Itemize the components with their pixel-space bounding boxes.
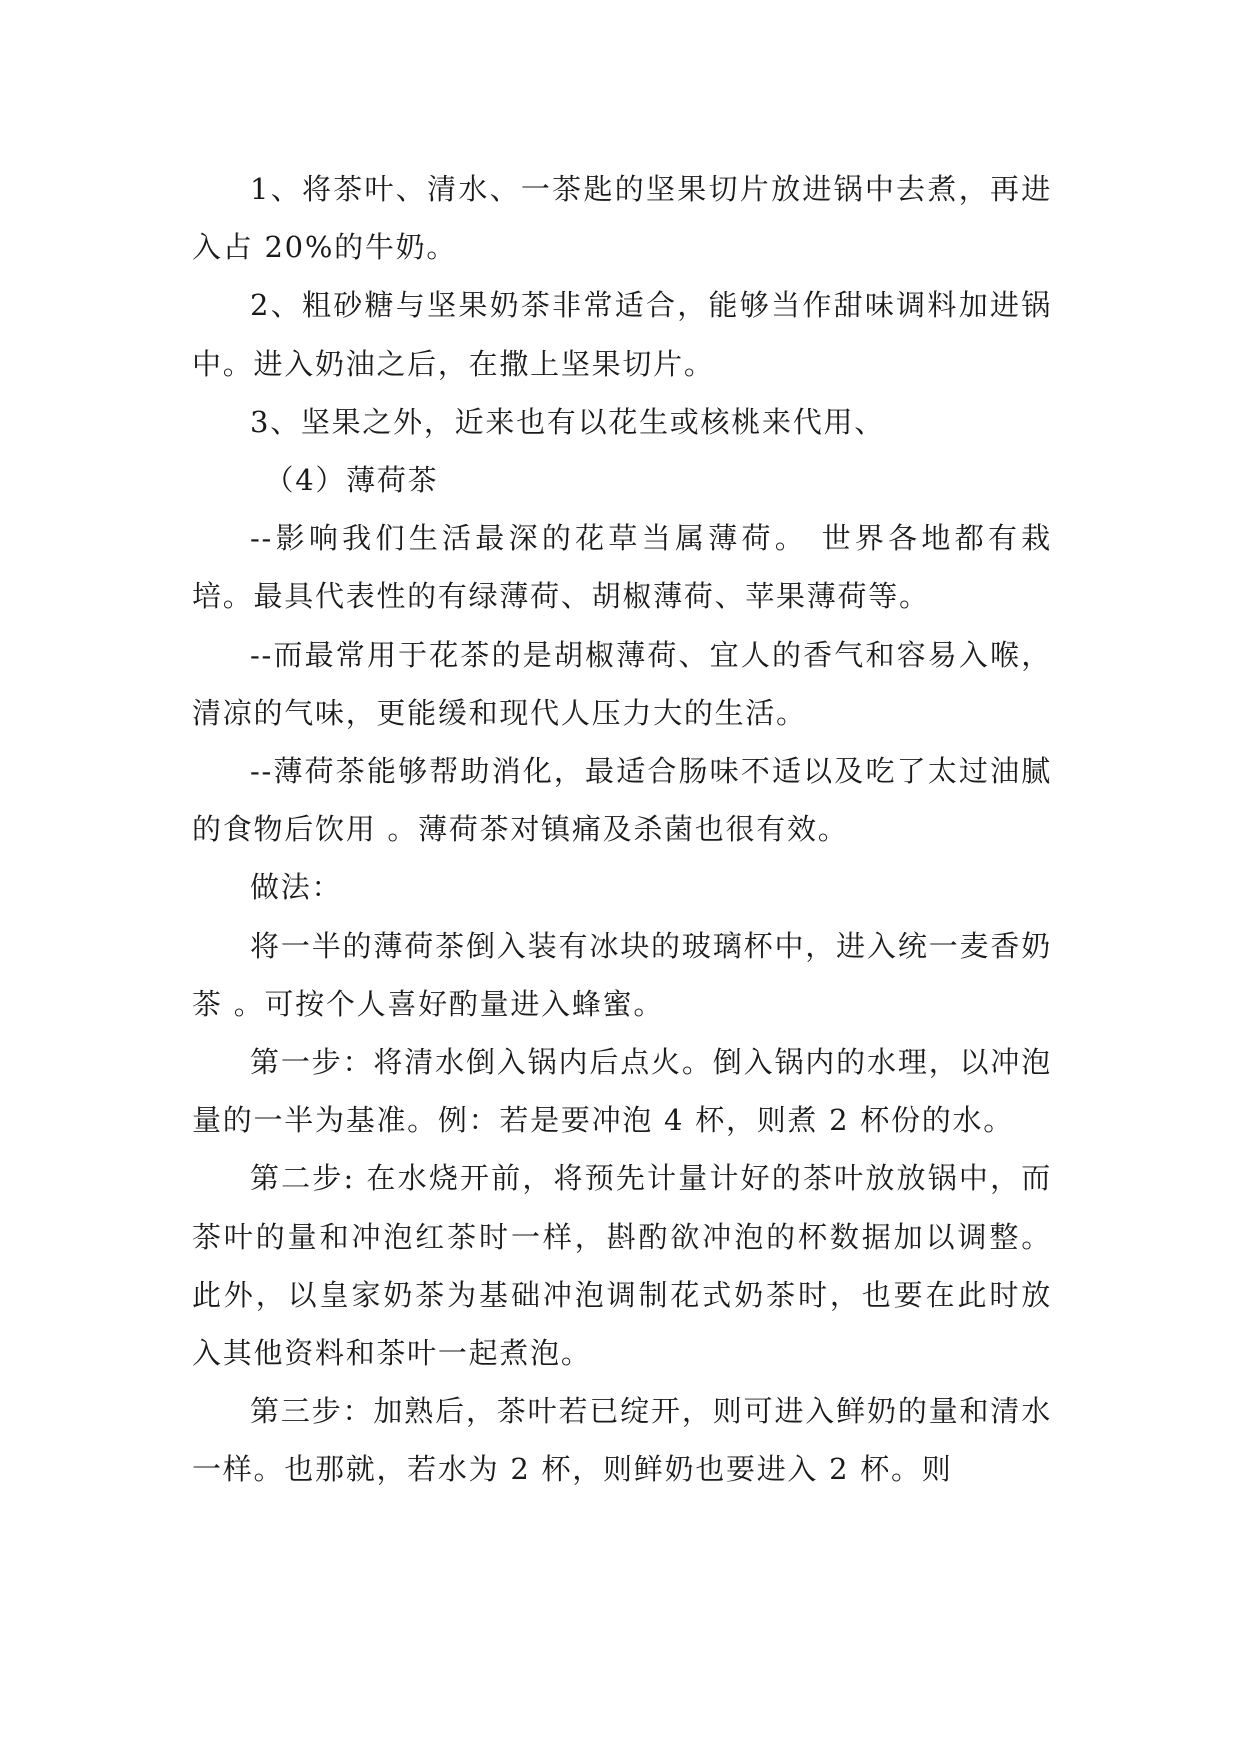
- section-heading-mint-tea: （4）薄荷茶: [264, 463, 439, 498]
- method-label: 做法：: [250, 870, 343, 905]
- paragraph-method: 将一半的薄荷茶倒入装有冰块的玻璃杯中，进入统一麦香奶茶 。可按个人喜好酌量进入蜂蜜。: [192, 928, 1052, 1021]
- paragraph-second-step: 第二步: 在水烧开前，将预先计量计好的茶叶放放锅中，而茶叶的量和冲泡红茶时一样，斟酌欲冲泡的杯数据加以调整。 此外，以皇家奶茶为基础冲泡调制花式奶茶时，也要在此时放入其他资料和茶叶一起煮泡。: [192, 1161, 1052, 1371]
- paragraph-third-step: 第三步：加熟后，茶叶若已绽开，则可进入鲜奶的量和清水一样。也那就，若水为 2 杯，则鲜奶也要进入 2 杯。则: [192, 1394, 1052, 1487]
- paragraph-first-step: 第一步：将清水倒入锅内后点火。倒入锅内的水理，以冲泡量的一半为基准。例：若是要冲泡 4 杯，则煮 2 杯份的水。: [192, 1045, 1052, 1138]
- paragraph-step-3: 3、坚果之外，近来也有以花生或核桃来代用、: [250, 404, 885, 439]
- paragraph-mint-intro: --影响我们生活最深的花草当属薄荷。 世界各地都有栽培。最具代表性的有绿薄荷、胡椒薄荷、苹果薄荷等。: [192, 521, 1052, 614]
- document-body: [192, 160, 1052, 1499]
- paragraph-step-2: 2、粗砂糖与坚果奶茶非常适合，能够当作甜味调料加进锅中。进入奶油之后，在撒上坚果切片。: [192, 288, 1052, 381]
- paragraph-mint-usage: --而最常用于花茶的是胡椒薄荷、宜人的香气和容易入喉，清凉的气味，更能缓和现代人压力大的生活。: [192, 637, 1052, 730]
- paragraph-mint-benefits: --薄荷茶能够帮助消化，最适合肠味不适以及吃了太过油腻的食物后饮用 。薄荷茶对镇痛及杀菌也很有效。: [192, 754, 1052, 847]
- paragraph-step-1: 1、将茶叶、清水、一茶匙的坚果切片放进锅中去煮，再进入占 20%的牛奶。: [192, 172, 1052, 265]
